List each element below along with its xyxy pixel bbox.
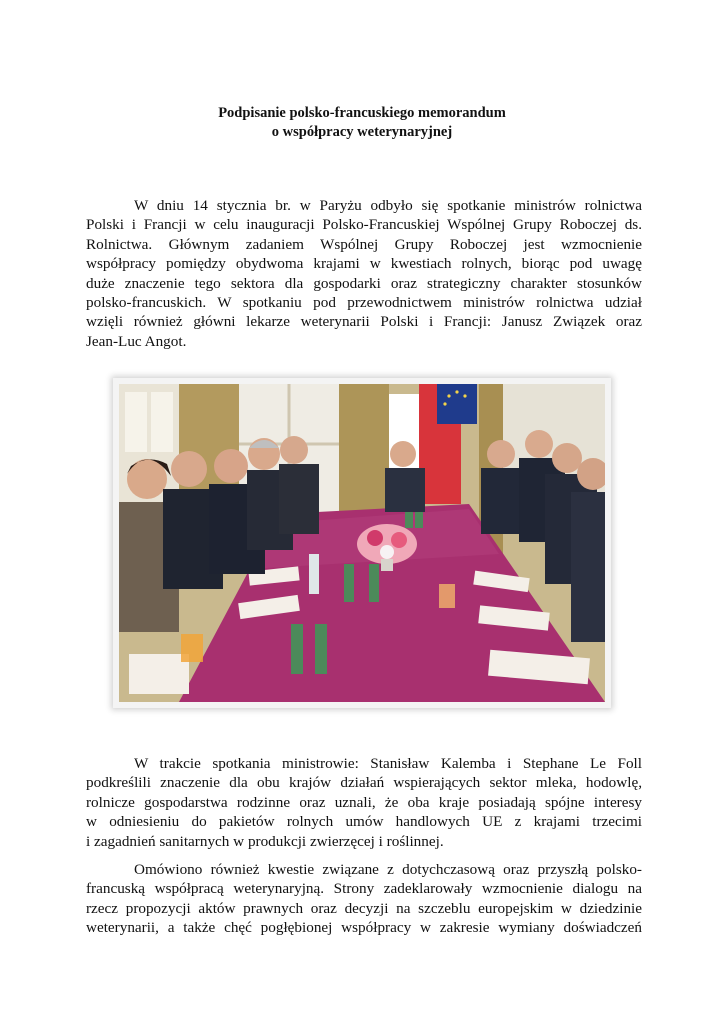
paragraph-3-line: rzecz propozycji aktów prawnych oraz decyzji na szczeblu europejskim w dziedzinie	[86, 899, 642, 917]
paragraph-3-line: francuską współpracą weterynaryjną. Strony zadeklarowały wzmocnienie dialogu na	[86, 880, 642, 898]
paragraph-2-line: rolnicze gospodarstwa rodzinne oraz uznali, że oba kraje posiadają spójne interesy	[86, 793, 642, 811]
title-line-1: Podpisanie polsko-francuskiego memorandum	[218, 105, 506, 121]
paragraph-2-line: i zagadnień sanitarnych w produkcji zwierzęcej i roślinnej.	[86, 832, 444, 850]
paragraph-2-line: podkreślili znaczenie dla obu krajów działań wspierających sektor mleka, hodowlę,	[86, 774, 642, 792]
paragraph-1-line: duże znaczenie tego sektora dla gospodarki oraz strategiczny charakter stosunków	[86, 274, 642, 292]
paragraph-1-line: W dniu 14 stycznia br. w Paryżu odbyło się spotkanie ministrów rolnictwa	[134, 197, 642, 214]
title-line-2: o współpracy weterynaryjnej	[271, 124, 453, 140]
juice-glass	[181, 634, 203, 662]
document-title	[0, 104, 724, 142]
water-bottle	[315, 624, 327, 674]
paragraph-2-line: w odniesieniu do pakietów rolnych umów handlowych UE z krajami trzecimi	[86, 813, 642, 831]
paragraph-1-line: Rolnictwa. Głównym zadaniem Wspólnej Grupy Roboczej jest wzmocnienie	[86, 235, 642, 253]
juice-glass	[439, 584, 455, 608]
paragraph-2	[86, 754, 642, 851]
paragraph-2-line: W trakcie spotkania ministrowie: Stanisław Kalemba i Stephane Le Foll	[134, 755, 642, 772]
paragraph-3-line: Omówiono również kwestie związane z dotychczasową oraz przyszłą polsko-	[134, 861, 642, 878]
paragraph-1-line: Jean-Luc Angot.	[86, 332, 187, 350]
paragraph-3	[86, 860, 642, 938]
paragraph-3-line: weterynarii, a także chęć pogłębionej współpracy w zakresie wymiany doświadczeń	[86, 919, 642, 937]
eu-flag	[437, 384, 477, 424]
paragraph-1-line: wzięli również główni lekarze weterynarii Polski i Francji: Janusz Związek oraz	[86, 313, 642, 331]
meeting-photo	[113, 378, 611, 708]
paragraph-1-line: współpracy pomiędzy obydwoma krajami w kwestiach rolnych, biorąc pod uwagę	[86, 255, 642, 273]
water-bottle	[291, 624, 303, 674]
water-bottle	[344, 564, 354, 602]
paragraph-1-line: Polski i Francji w celu inauguracji Polsko-Francuskiej Wspólnej Grupy Roboczej ds.	[86, 216, 642, 234]
paragraph-1-line: polsko-francuskich. W spotkaniu pod przewodnictwem ministrów rolnictwa udział	[86, 294, 642, 312]
water-bottle	[369, 564, 379, 602]
water-bottle	[309, 554, 319, 594]
paragraph-1	[86, 196, 642, 351]
meeting-photo-image	[119, 384, 605, 702]
